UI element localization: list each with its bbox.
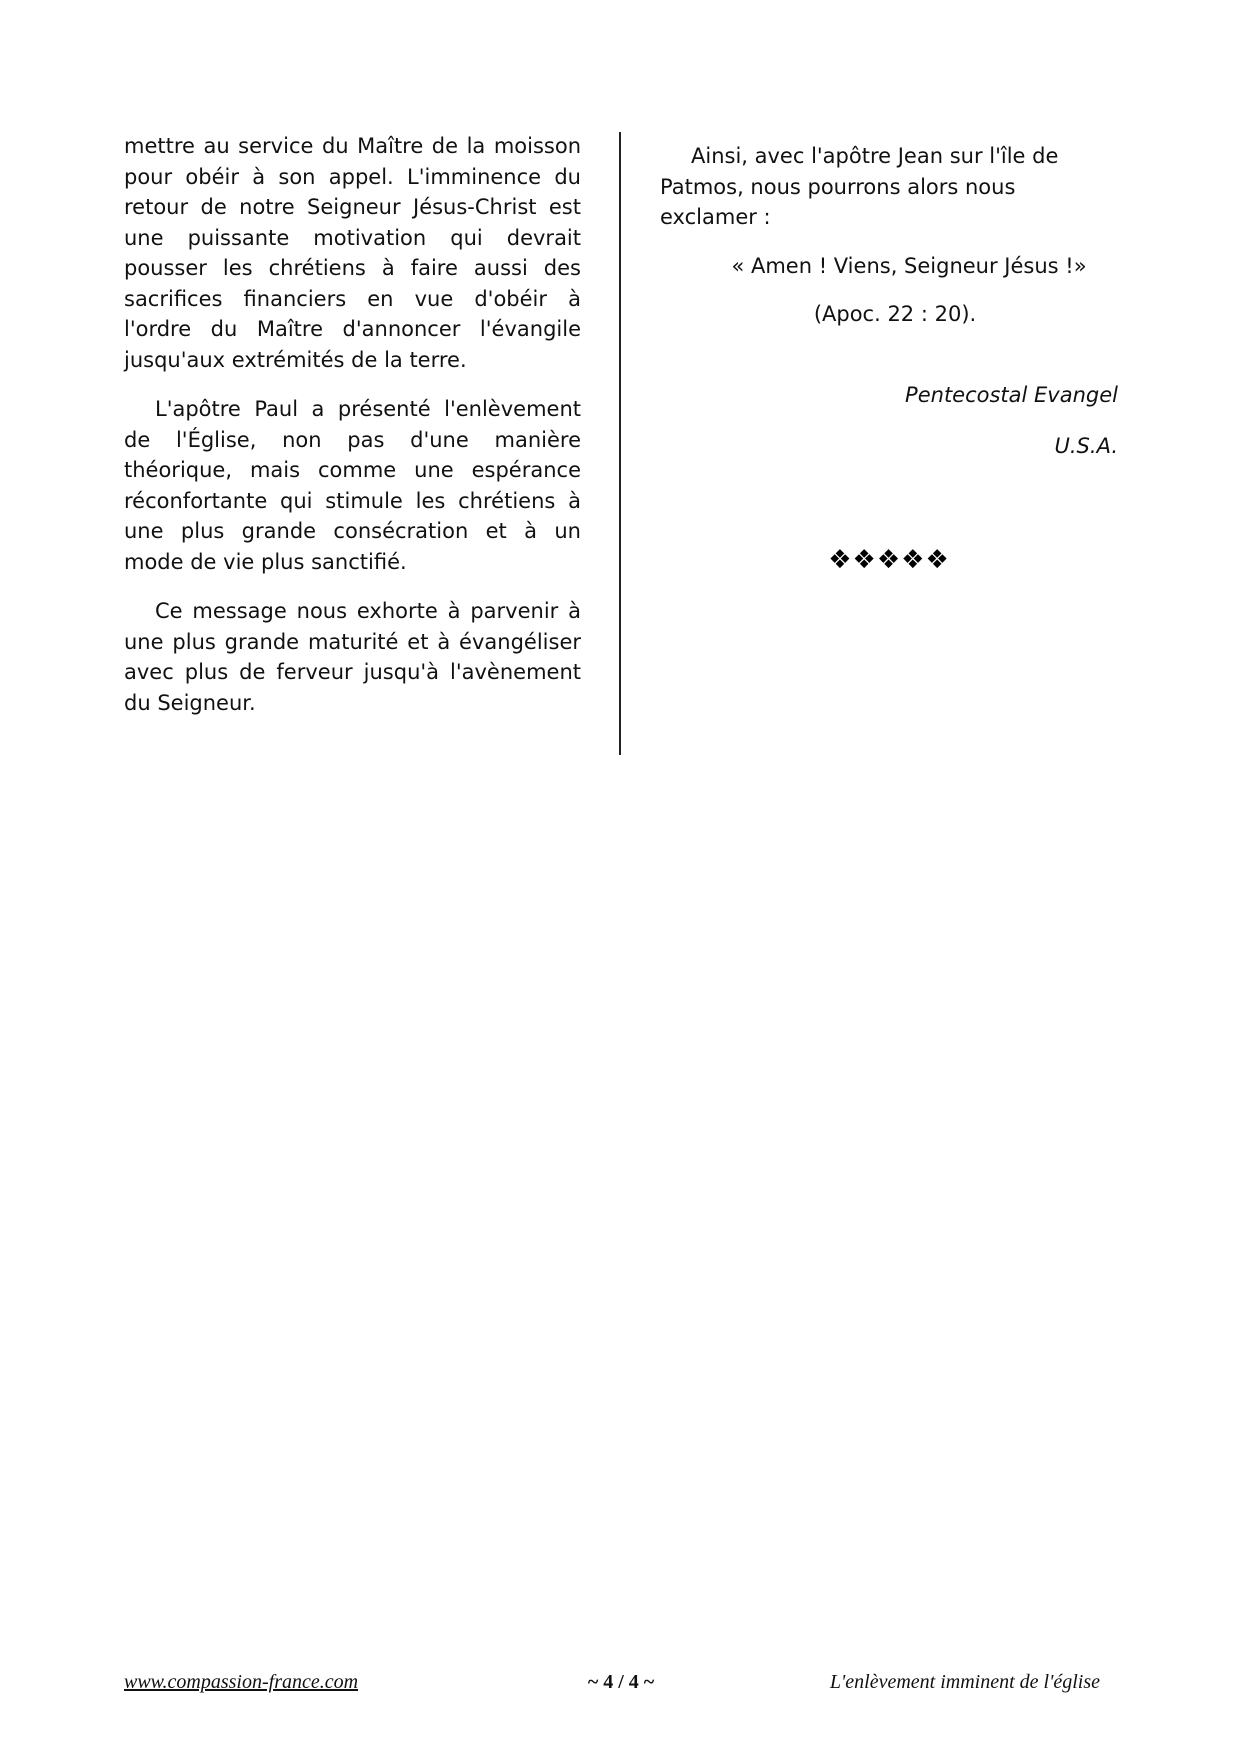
page-number: ~ 4 / 4 ~ (587, 1671, 655, 1693)
document-title: L'enlèvement imminent de l'église (829, 1671, 1100, 1693)
diamond-ornament-icon: ❖❖❖❖❖ (828, 545, 950, 575)
left-column (124, 131, 581, 718)
source-attribution: Pentecostal Evangel (905, 382, 1118, 407)
website-link[interactable]: www.compassion-france.com (124, 1671, 359, 1693)
paragraph-paul: L'apôtre Paul a présenté l'enlèvement de l'Église, non pas d'une manière théorique, mais comme une espérance réconfortante qui stimule les chrétiens à une plus grande consécration et à un mode de vie plus sanctifié. (124, 397, 581, 574)
right-column (660, 141, 1118, 462)
scripture-quote: « Amen ! Viens, Seigneur Jésus !» (731, 253, 1087, 278)
paragraph-message: Ce message nous exhorte à parvenir à une plus grande maturité et à évangéliser avec plus de ferveur jusqu'à l'avènement du Seigneur. (124, 599, 581, 715)
column-divider (619, 132, 621, 755)
scripture-reference: (Apoc. 22 : 20). (813, 302, 977, 326)
paragraph-mission: mettre au service du Maître de la moisson pour obéir à son appel. L'imminence du retour de notre Seigneur Jésus-Christ est une puissante motivation qui devrait pousser les chrétiens à faire aussi des sacrifices financiers en vue d'obéir à l'ordre du Maître d'annoncer l'évangile jusqu'aux extrémités de la terre. (124, 134, 581, 372)
source-country: U.S.A. (1054, 434, 1118, 458)
paragraph-john: Ainsi, avec l'apôtre Jean sur l'île de Patmos, nous pourrons alors nous exclamer : (660, 144, 1059, 229)
